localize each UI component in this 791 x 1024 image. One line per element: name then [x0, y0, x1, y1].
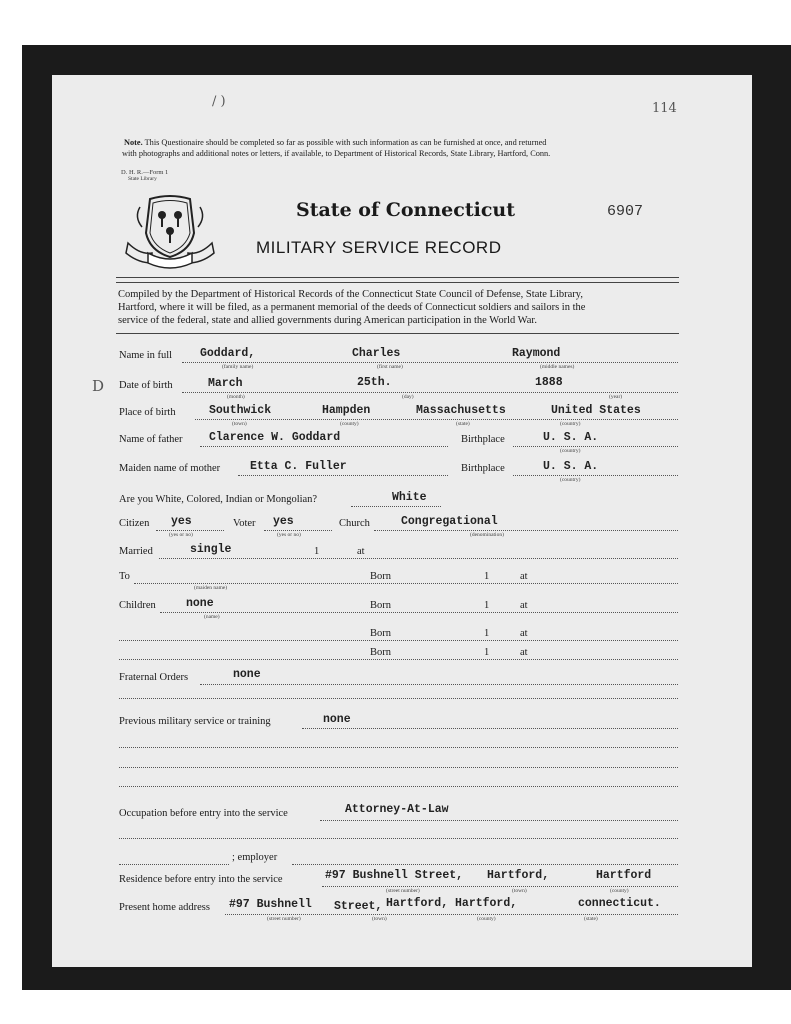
label-children-at-1: at — [520, 600, 528, 611]
value-birth-state: Massachusetts — [416, 404, 506, 417]
label-name-of-father: Name of father — [119, 434, 183, 445]
label-fraternal-orders: Fraternal Orders — [119, 672, 189, 683]
value-first-name: Charles — [352, 347, 401, 360]
value-children: none — [186, 597, 214, 610]
value-mother-birthplace: U. S. A. — [543, 460, 599, 473]
intro-rule — [116, 333, 679, 334]
caption-town: (town) — [232, 421, 247, 427]
caption-yes-or-no-voter: (yes or no) — [277, 532, 301, 538]
value-family-name: Goddard, — [200, 347, 256, 360]
value-mother: Etta C. Fuller — [250, 460, 347, 473]
value-birth-country: United States — [551, 404, 641, 417]
value-residence-county: Hartford — [596, 869, 652, 882]
value-home-state: connecticut. — [578, 897, 661, 910]
value-home-town: Street, — [334, 900, 383, 913]
value-middle-name: Raymond — [512, 347, 561, 360]
label-married: Married — [119, 546, 153, 557]
connecticut-seal-icon — [120, 193, 220, 271]
caption-middle-names: (middle names) — [540, 364, 575, 370]
married-separator: 1 — [314, 546, 320, 557]
label-citizen: Citizen — [119, 518, 150, 529]
label-to-at: at — [520, 571, 528, 582]
label-church: Church — [339, 518, 370, 529]
label-maiden-name-mother: Maiden name of mother — [119, 463, 221, 474]
caption-denomination: (denomination) — [470, 532, 504, 538]
caption-day: (day) — [402, 394, 414, 400]
header-rule-2 — [116, 282, 679, 283]
form-library: State Library — [128, 176, 157, 182]
form-id: D. H. R.—Form 1 — [121, 169, 169, 176]
label-children-at-2: at — [520, 628, 528, 639]
caption-county-home: (county) — [477, 916, 496, 922]
caption-county: (county) — [340, 421, 359, 427]
value-father-birthplace: U. S. A. — [543, 431, 599, 444]
value-residence-town: Hartford, — [487, 869, 550, 882]
intro-line-2: Hartford, where it will be filed, as a permanent memorial of the deeds of Connecticut soldiers and sailors in the — [118, 302, 586, 313]
label-date-of-birth: Date of birth — [119, 380, 173, 391]
label-voter: Voter — [233, 518, 256, 529]
value-father: Clarence W. Goddard — [209, 431, 341, 444]
record-title: MILITARY SERVICE RECORD — [256, 238, 502, 257]
note-text-1: This Questionaire should be completed so far as possible with such information as can be furnished at once, and returned — [144, 138, 547, 147]
page-number: 114 — [652, 101, 677, 116]
value-home-street: #97 Bushnell — [229, 898, 312, 911]
value-residence-street: #97 Bushnell Street, — [325, 869, 464, 882]
value-birth-month: March — [208, 377, 243, 390]
caption-country-mother: (country) — [560, 477, 581, 483]
value-race: White — [392, 491, 427, 504]
label-children-born-1: Born — [370, 600, 391, 611]
note-line-2: with photographs and additional notes or letters, if available, to Department of Historical Records, State Library, Hartford, Conn. — [122, 149, 551, 158]
caption-family-name: (family name) — [222, 364, 254, 370]
label-race-question: Are you White, Colored, Indian or Mongolian? — [119, 494, 318, 505]
value-home-county: Hartford, Hartford, — [386, 897, 518, 910]
caption-street-number: (street number) — [386, 888, 420, 894]
value-fraternal-orders: none — [233, 668, 261, 681]
value-birth-year: 1888 — [535, 376, 563, 389]
value-married: single — [190, 543, 232, 556]
state-title: State of Connecticut — [296, 199, 515, 221]
intro-line-3: service of the federal, state and allied governments during American participation in the World War. — [118, 315, 537, 326]
caption-year: (year) — [609, 394, 623, 400]
caption-yes-or-no-citizen: (yes or no) — [169, 532, 193, 538]
children-born-separator-2: 1 — [484, 628, 490, 639]
value-occupation: Attorney-At-Law — [345, 803, 449, 816]
label-place-of-birth: Place of birth — [119, 407, 176, 418]
children-born-separator-3: 1 — [484, 647, 490, 658]
caption-country-father: (country) — [560, 448, 581, 454]
label-to-born: Born — [370, 571, 391, 582]
label-father-birthplace: Birthplace — [461, 434, 505, 445]
value-citizen: yes — [171, 515, 192, 528]
intro-line-1: Compiled by the Department of Historical Records of the Connecticut State Council of Defense, State Library, — [118, 289, 583, 300]
caption-state: (state) — [456, 421, 470, 427]
caption-county-residence: (county) — [610, 888, 629, 894]
label-employer: ; employer — [232, 852, 278, 863]
label-previous-military: Previous military service or training — [119, 716, 271, 727]
value-birth-county: Hampden — [322, 404, 371, 417]
header-rule — [116, 277, 679, 278]
value-birth-town: Southwick — [209, 404, 272, 417]
value-birth-day: 25th. — [357, 376, 392, 389]
caption-street-number-home: (street number) — [267, 916, 301, 922]
value-voter: yes — [273, 515, 294, 528]
caption-town-home: (town) — [372, 916, 387, 922]
caption-country: (country) — [560, 421, 581, 427]
note-line-1 — [124, 137, 546, 148]
note-label: Note. — [124, 138, 143, 147]
label-present-home: Present home address — [119, 902, 210, 913]
value-church: Congregational — [401, 515, 498, 528]
handwritten-date-mark: D — [92, 377, 105, 395]
label-children-born-3: Born — [370, 647, 391, 658]
label-children: Children — [119, 600, 156, 611]
label-occupation: Occupation before entry into the service — [119, 808, 288, 819]
caption-first-name: (first name) — [377, 364, 403, 370]
label-children-born-2: Born — [370, 628, 391, 639]
value-previous-military: none — [323, 713, 351, 726]
caption-name: (name) — [204, 614, 220, 620]
label-to: To — [119, 571, 130, 582]
caption-town-residence: (town) — [512, 888, 527, 894]
label-mother-birthplace: Birthplace — [461, 463, 505, 474]
record-number: 6907 — [607, 203, 644, 220]
label-children-at-3: at — [520, 647, 528, 658]
handwritten-mark: / ) — [212, 94, 226, 109]
label-residence: Residence before entry into the service — [119, 874, 283, 885]
to-born-separator: 1 — [484, 571, 490, 582]
caption-state-home: (state) — [584, 916, 598, 922]
label-name-in-full: Name in full — [119, 350, 173, 361]
caption-maiden-name: (maiden name) — [194, 585, 228, 591]
label-married-at: at — [357, 546, 365, 557]
children-born-separator-1: 1 — [484, 600, 490, 611]
caption-month: (month) — [227, 394, 245, 400]
